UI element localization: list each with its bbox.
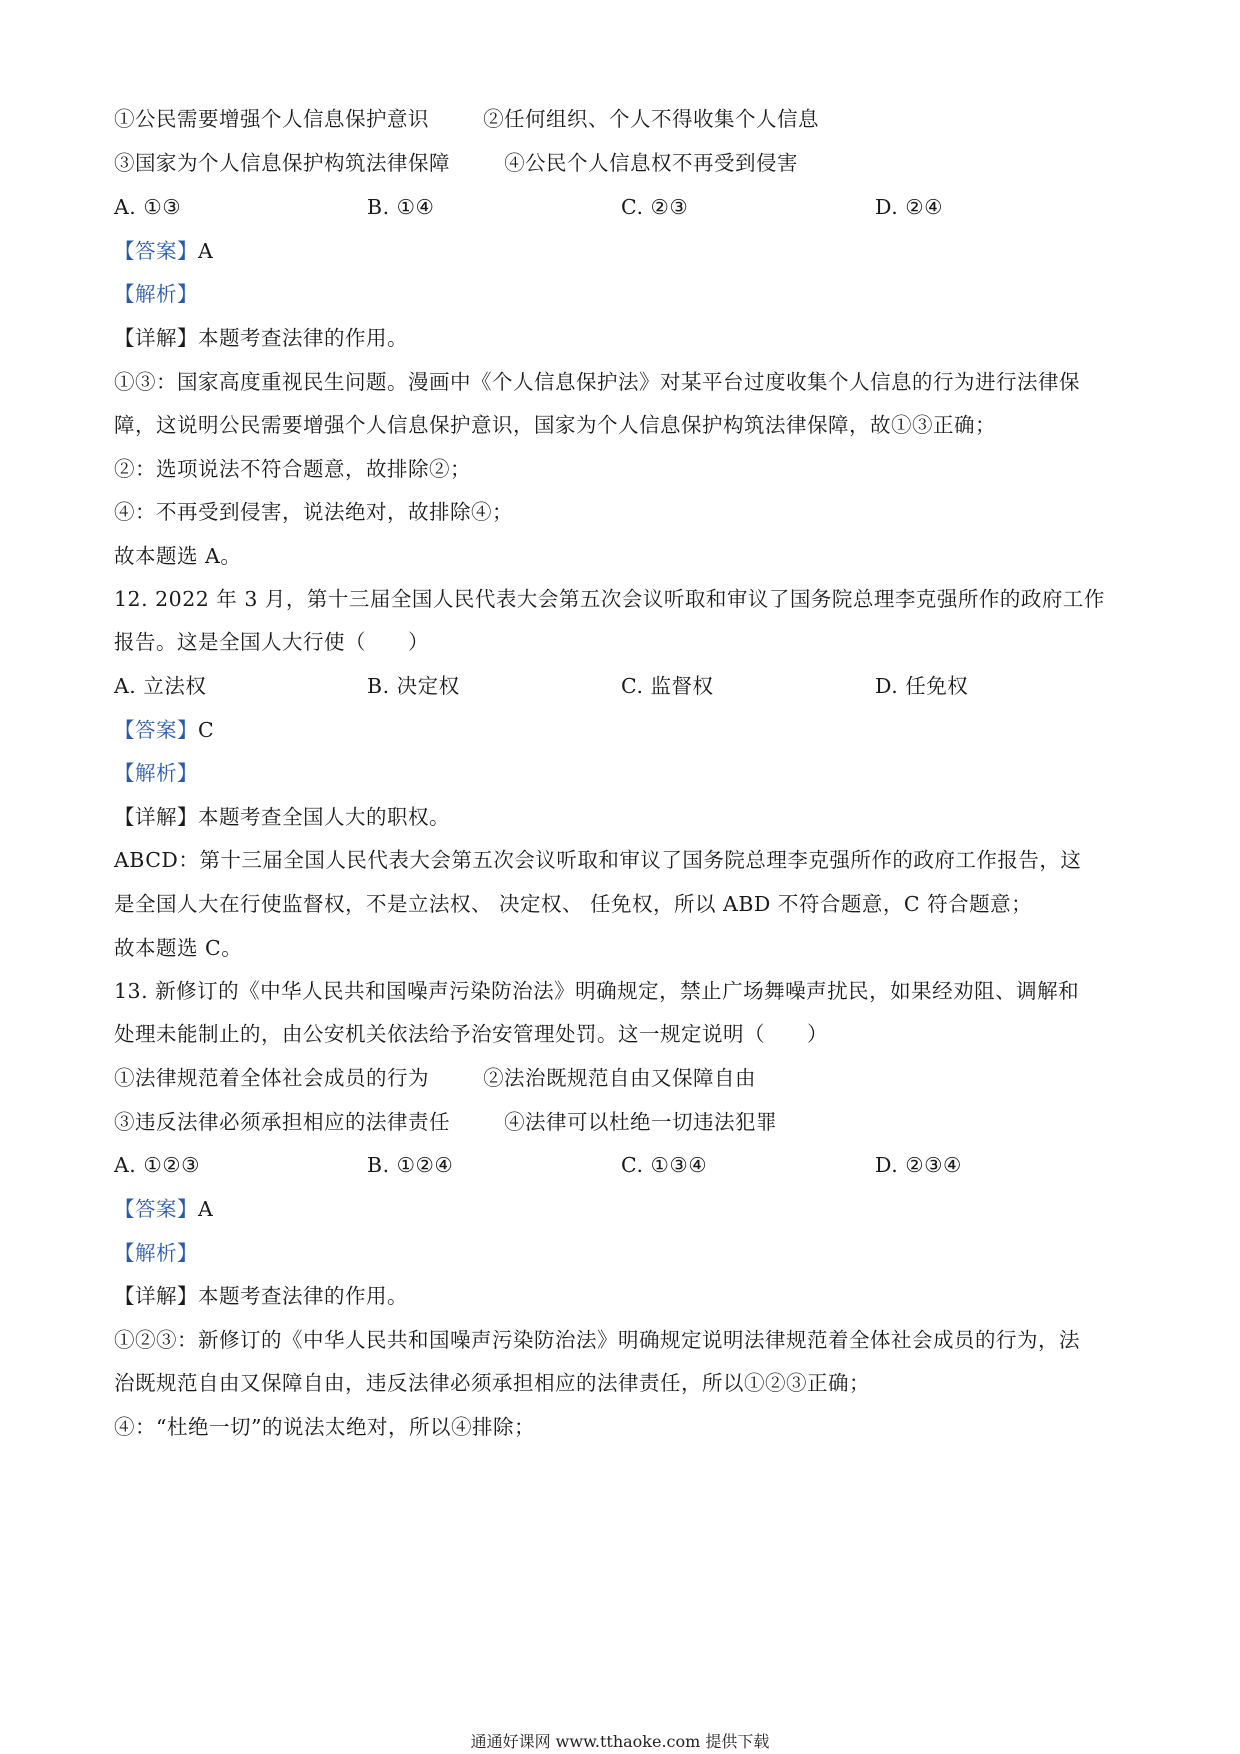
q11-statement-1: ①公民需要增强个人信息保护意识 — [114, 107, 429, 131]
q13-statement-2: ②法治既规范自由又保障自由 — [483, 1066, 757, 1090]
q13-detail-2: ④：“杜绝一切”的说法太绝对，所以④排除； — [114, 1415, 535, 1439]
q11-option-a: A. ①③ — [114, 195, 182, 219]
q12-option-d: D. 任免权 — [875, 674, 969, 698]
q12-detail-1a: ABCD：第十三届全国人民代表大会第五次会议听取和审议了国务院总理李克强所作的政府工作报告，这 — [114, 848, 1082, 872]
q11-option-b: B. ①④ — [367, 195, 435, 219]
q11-statement-2: ②任何组织、个人不得收集个人信息 — [483, 107, 820, 131]
q13-detail-tag: 【详解】 — [114, 1284, 198, 1308]
q13-option-b: B. ①②④ — [367, 1153, 454, 1177]
q11-answer-tag: 【答案】 — [114, 239, 198, 263]
q13-analysis-tag: 【解析】 — [114, 1241, 198, 1265]
q11-statement-4: ④公民个人信息权不再受到侵害 — [504, 151, 799, 175]
q11-detail-1b: 障，这说明公民需要增强个人信息保护意识，国家为个人信息保护构筑法律保障，故①③正确； — [114, 413, 996, 437]
q12-stem-b: 报告。这是全国人大行使（ ） — [114, 630, 429, 654]
q13-statement-row-1 — [114, 1065, 756, 1091]
q12-answer: C — [198, 718, 215, 742]
q13-option-c: C. ①③④ — [621, 1153, 708, 1177]
q13-answer: A — [198, 1197, 214, 1221]
q11-analysis-tag: 【解析】 — [114, 282, 198, 306]
q13-detail-line — [114, 1283, 408, 1309]
page-footer: 通通好课网 www.tthaoke.com 提供下载 — [470, 1732, 770, 1751]
q11-detail-2: ②：选项说法不符合题意，故排除②； — [114, 457, 471, 481]
q13-statement-1: ①法律规范着全体社会成员的行为 — [114, 1066, 429, 1090]
q13-statement-4: ④法律可以杜绝一切违法犯罪 — [504, 1110, 778, 1134]
q11-detail-line — [114, 325, 408, 351]
q12-conclusion: 故本题选 C。 — [114, 936, 243, 960]
q11-option-c: C. ②③ — [621, 195, 689, 219]
q12-detail-intro: 本题考查全国人大的职权。 — [198, 805, 450, 829]
q13-statement-3: ③违反法律必须承担相应的法律责任 — [114, 1110, 450, 1134]
q12-option-b: B. 决定权 — [367, 674, 460, 698]
q12-detail-line — [114, 804, 450, 830]
q13-option-d: D. ②③④ — [875, 1153, 962, 1177]
q11-detail-1a: ①③：国家高度重视民生问题。漫画中《个人信息保护法》对某平台过度收集个人信息的行为进行法律保 — [114, 370, 1080, 394]
q11-detail-3: ④：不再受到侵害，说法绝对，故排除④； — [114, 500, 513, 524]
q11-conclusion: 故本题选 A。 — [114, 544, 242, 568]
q12-analysis-tag: 【解析】 — [114, 761, 198, 785]
q12-answer-line — [114, 717, 214, 743]
q11-answer-line — [114, 238, 213, 264]
q13-detail-intro: 本题考查法律的作用。 — [198, 1284, 408, 1308]
q13-statement-row-2 — [114, 1109, 777, 1135]
q12-stem-a: 12. 2022 年 3 月，第十三届全国人民代表大会第五次会议听取和审议了国务院总理李克强所作的政府工作 — [114, 587, 1105, 611]
q12-detail-1b: 是全国人大在行使监督权，不是立法权、 决定权、 任免权，所以 ABD 不符合题意，C 符合题意； — [114, 892, 1033, 916]
q11-statement-3: ③国家为个人信息保护构筑法律保障 — [114, 151, 450, 175]
q11-statement-row-1 — [114, 106, 819, 132]
q13-answer-line — [114, 1196, 213, 1222]
q11-statement-row-2 — [114, 150, 798, 176]
q11-answer: A — [198, 239, 214, 263]
q13-detail-1b: 治既规范自由又保障自由，违反法律必须承担相应的法律责任，所以①②③正确； — [114, 1371, 870, 1395]
q12-option-a: A. 立法权 — [114, 674, 207, 698]
q12-option-c: C. 监督权 — [621, 674, 714, 698]
q13-option-a: A. ①②③ — [114, 1153, 200, 1177]
q12-detail-tag: 【详解】 — [114, 805, 198, 829]
q13-answer-tag: 【答案】 — [114, 1197, 198, 1221]
q12-answer-tag: 【答案】 — [114, 718, 198, 742]
q11-option-d: D. ②④ — [875, 195, 943, 219]
q11-detail-intro: 本题考查法律的作用。 — [198, 326, 408, 350]
q13-stem-a: 13. 新修订的《中华人民共和国噪声污染防治法》明确规定，禁止广场舞噪声扰民，如果经劝阻、调解和 — [114, 979, 1080, 1003]
q11-detail-tag: 【详解】 — [114, 326, 198, 350]
q13-stem-b: 处理未能制止的，由公安机关依法给予治安管理处罚。这一规定说明（ ） — [114, 1022, 828, 1046]
q13-detail-1a: ①②③：新修订的《中华人民共和国噪声污染防治法》明确规定说明法律规范着全体社会成员的行为，法 — [114, 1328, 1080, 1352]
